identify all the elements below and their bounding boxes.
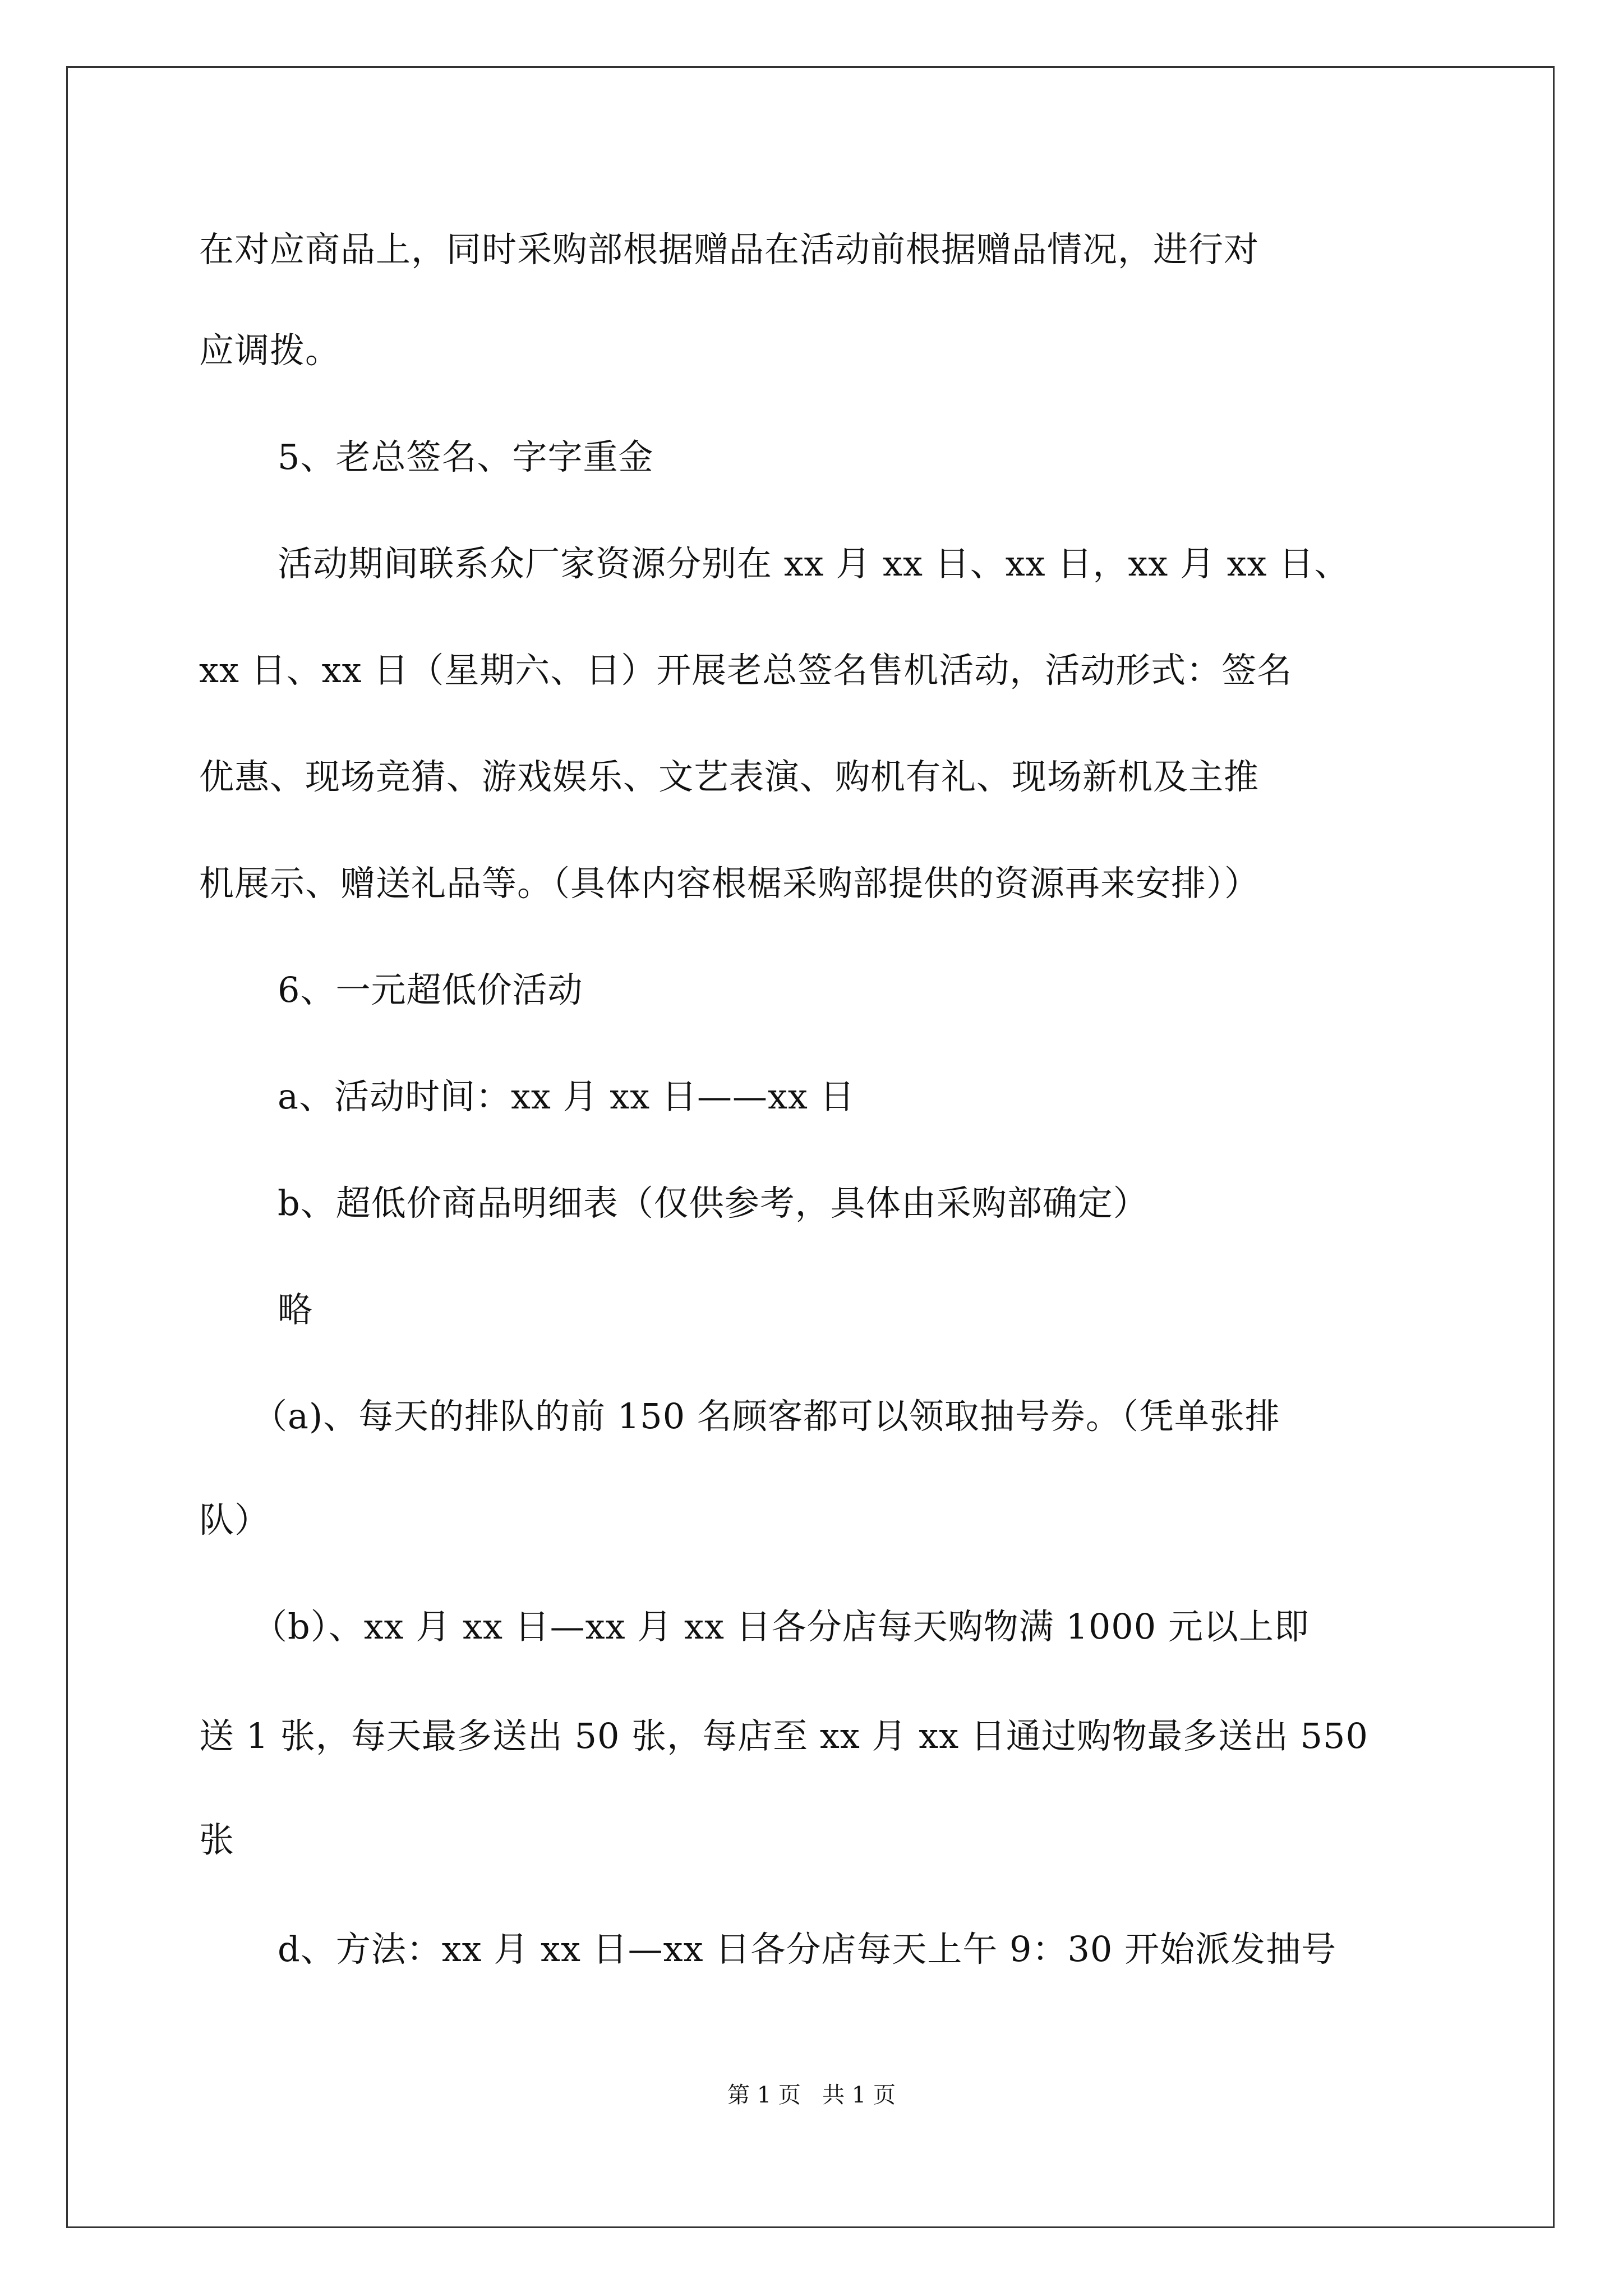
body-line: 优惠、现场竞猜、游戏娱乐、文艺表演、购机有礼、现场新机及主推 xyxy=(199,756,1260,797)
body-line: 活动期间联系众厂家资源分别在 xx 月 xx 日、xx 日，xx 月 xx 日、 xyxy=(278,543,1350,584)
body-line: b、超低价商品明细表（仅供参考，具体由采购部确定） xyxy=(278,1182,1149,1223)
body-line: 应调拨。 xyxy=(199,330,341,371)
page-border xyxy=(66,66,1555,2228)
body-line: （a)、每天的排队的前 150 名顾客都可以领取抽号券。（凭单张排 xyxy=(252,1396,1280,1437)
body-line: 在对应商品上，同时采购部根据赠品在活动前根据赠品情况，进行对 xyxy=(199,229,1260,270)
body-line: 机展示、赠送礼品等。（具体内容根椐采购部提供的资源再来安排）） xyxy=(199,863,1260,904)
body-line: 队） xyxy=(199,1499,270,1540)
body-line: （b）、xx 月 xx 日—xx 月 xx 日各分店每天购物满 1000 元以上即 xyxy=(252,1606,1310,1647)
body-line: 略 xyxy=(278,1289,313,1330)
body-line: 张 xyxy=(199,1819,235,1860)
body-line: 送 1 张，每天最多送出 50 张，每店至 xx 月 xx 日通过购物最多送出 550 xyxy=(199,1715,1368,1756)
section-heading: 5、老总签名、字字重金 xyxy=(278,436,654,477)
section-heading: 6、一元超低价活动 xyxy=(278,969,583,1010)
body-line: xx 日、xx 日（星期六、日）开展老总签名售机活动，活动形式：签名 xyxy=(199,650,1293,691)
body-line: d、方法：xx 月 xx 日—xx 日各分店每天上午 9：30 开始派发抽号 xyxy=(278,1929,1337,1970)
page-footer: 第 1 页 共 1 页 xyxy=(727,2082,896,2108)
body-line: a、活动时间：xx 月 xx 日——xx 日 xyxy=(278,1076,855,1117)
